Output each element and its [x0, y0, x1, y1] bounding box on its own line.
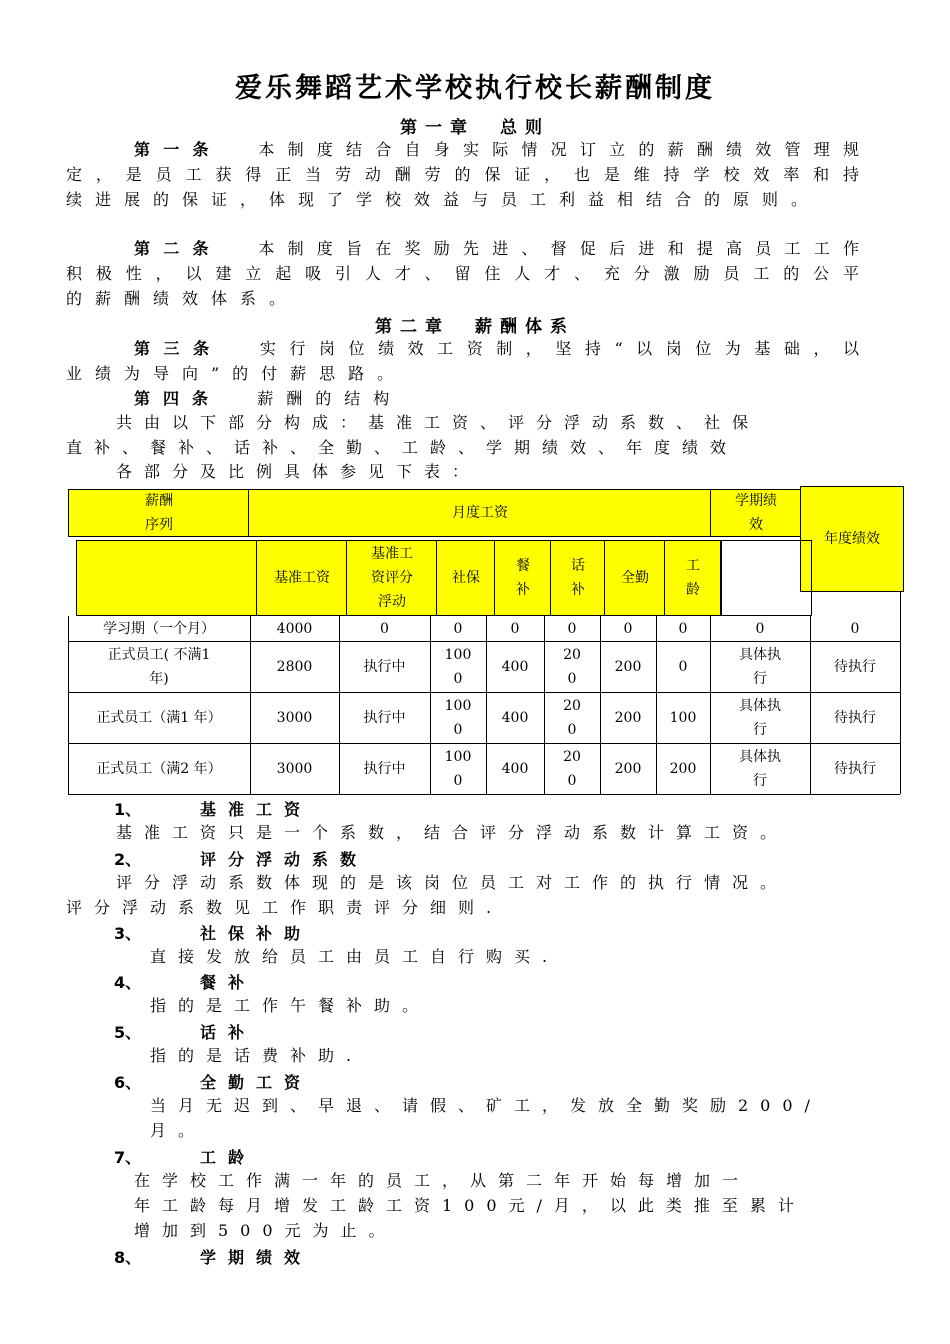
- header-term-performance: 学期绩 效: [710, 489, 802, 537]
- section-text-line: 评分浮动系数体现的是该岗位员工对工作的执行情况。: [116, 873, 789, 892]
- table-cell-series: 正式员工（满1 年）: [96, 709, 222, 726]
- table-cell-score-float: 执行中: [363, 760, 406, 777]
- section-title: 学期绩效: [200, 1248, 313, 1267]
- table-cell-social-insurance: 0: [453, 620, 463, 637]
- article-3: [66, 336, 872, 386]
- chapter-1-heading: 第一章 总则: [400, 118, 550, 138]
- table-cell-meal: 400: [501, 709, 529, 726]
- header-monthly-salary: 月度工资: [248, 489, 712, 537]
- table-cell-full-attendance: 200: [614, 658, 642, 675]
- header-base-salary: 基准工资: [256, 540, 348, 616]
- section-number: 4、: [114, 973, 142, 992]
- table-cell-base-salary: 2800: [276, 658, 313, 675]
- composition-line-2: 直补、餐补、话补、全勤、工龄、学期绩效、年度绩效: [66, 438, 739, 457]
- header-blank: [76, 540, 258, 616]
- article-4-label: 第四条: [134, 389, 222, 408]
- section-number: 3、: [114, 924, 142, 943]
- section-text-line: 年工龄每月增发工龄工资100元/月，以此类推至累计: [134, 1196, 806, 1215]
- table-cell-meal: 0: [510, 620, 520, 637]
- section-text-line: 当月无迟到、早退、请假、矿工，发放全勤奖励200/: [150, 1096, 822, 1115]
- section-title: 全勤工资: [200, 1073, 313, 1092]
- section-text-line: 增加到500元为止。: [134, 1221, 397, 1240]
- table-cell-social-insurance: 100 0: [444, 697, 472, 738]
- header-annual-performance: 年度绩效: [800, 486, 904, 592]
- table-cell-full-attendance: 0: [623, 620, 633, 637]
- table-cell-score-float: 执行中: [363, 658, 406, 675]
- table-cell-meal: 400: [501, 658, 529, 675]
- table-cell-seniority: 100: [669, 709, 697, 726]
- header-salary-series: 薪酬 序列: [68, 489, 250, 537]
- chapter-2-heading: 第二章 薪酬体系: [375, 317, 575, 337]
- section-number: 8、: [114, 1248, 142, 1267]
- header-seniority: 工 龄: [664, 540, 722, 616]
- table-cell-seniority: 200: [669, 760, 697, 777]
- section-title: 话补: [200, 1023, 257, 1042]
- table-cell-term-performance: 具体执 行: [739, 697, 781, 738]
- table-cell-social-insurance: 100 0: [444, 646, 472, 687]
- header-meal-subsidy: 餐 补: [494, 540, 552, 616]
- table-cell-annual-performance: 待执行: [834, 760, 876, 777]
- section-title: 基准工资: [200, 800, 313, 819]
- section-title: 社保补助: [200, 924, 313, 943]
- section-number: 2、: [114, 850, 142, 869]
- table-cell-phone: 20 0: [563, 748, 581, 789]
- article-1: [66, 137, 872, 212]
- article-1-label: 第一条: [134, 140, 222, 159]
- header-full-attendance: 全勤: [604, 540, 666, 616]
- table-cell-score-float: 执行中: [363, 709, 406, 726]
- section-number: 6、: [114, 1073, 142, 1092]
- section-text-line: 指的是工作午餐补助。: [150, 996, 431, 1015]
- document-title: 爱乐舞蹈艺术学校执行校长薪酬制度: [235, 73, 715, 104]
- section-number: 1、: [114, 800, 142, 819]
- section-text-line: 直接发放给员工由员工自行购买.: [150, 947, 560, 966]
- table-cell-base-salary: 3000: [276, 709, 313, 726]
- table-cell-meal: 400: [501, 760, 529, 777]
- article-1-text: 本制度结合自身实际情况订立的薪酬绩效管理规定，是员工获得正当劳动酬劳的保证，也是维持学校效率和持续进展的保证，体现了学校效益与员工利益相结合的原则。: [66, 140, 872, 209]
- table-cell-annual-performance: 待执行: [834, 658, 876, 675]
- table-cell-base-salary: 3000: [276, 760, 313, 777]
- table-cell-series: 正式员工（满2 年）: [96, 760, 222, 777]
- section-text-line: 在学校工作满一年的员工，从第二年开始每增加一: [134, 1171, 751, 1190]
- table-cell-seniority: 0: [678, 620, 688, 637]
- header-social-insurance: 社保: [436, 540, 496, 616]
- table-cell-social-insurance: 100 0: [444, 748, 472, 789]
- header-phone-subsidy: 话 补: [550, 540, 606, 616]
- composition-line-1: 共由以下部分构成：基准工资、评分浮动系数、社保: [116, 413, 761, 432]
- header-base-score-float: 基准工 资评分 浮动: [346, 540, 438, 616]
- article-3-text: 实行岗位绩效工资制，坚持“以岗位为基础，以业绩为导向”的付薪思路。: [66, 339, 872, 383]
- table-cell-series: 学习期（一个月）: [103, 620, 215, 637]
- header-blank-2: [720, 540, 812, 616]
- article-3-label: 第三条: [134, 339, 223, 358]
- section-title: 评分浮动系数: [200, 850, 369, 869]
- section-title: 工龄: [200, 1148, 257, 1167]
- article-2-label: 第二条: [134, 239, 222, 258]
- article-4: [66, 386, 872, 411]
- table-cell-term-performance: 0: [755, 620, 765, 637]
- table-cell-seniority: 0: [678, 658, 688, 675]
- section-text-line: 月。: [150, 1121, 207, 1140]
- article-2-text: 本制度旨在奖励先进、督促后进和提高员工工作积极性，以建立起吸引人才、留住人才、充分激励员工的公平的薪酬绩效体系。: [66, 239, 872, 308]
- section-text-line: 基准工资只是一个系数，结合评分浮动系数计算工资。: [116, 823, 789, 842]
- table-cell-base-salary: 4000: [276, 620, 313, 637]
- table-cell-annual-performance: 待执行: [834, 709, 876, 726]
- composition-line-3: 各部分及比例具体参见下表：: [116, 462, 481, 481]
- table-cell-term-performance: 具体执 行: [739, 646, 781, 687]
- section-title: 餐补: [200, 973, 257, 992]
- salary-table: [64, 486, 904, 794]
- section-number: 7、: [114, 1148, 142, 1167]
- table-cell-score-float: 0: [380, 620, 389, 637]
- table-cell-full-attendance: 200: [614, 709, 642, 726]
- section-text-line: 指的是话费补助.: [150, 1046, 364, 1065]
- article-2: [66, 236, 872, 311]
- table-cell-phone: 20 0: [563, 697, 581, 738]
- table-cell-phone: 20 0: [563, 646, 581, 687]
- table-cell-term-performance: 具体执 行: [739, 748, 781, 789]
- section-text-line: 评分浮动系数见工作职责评分细则.: [66, 898, 504, 917]
- section-number: 5、: [114, 1023, 142, 1042]
- table-cell-full-attendance: 200: [614, 760, 642, 777]
- table-cell-series: 正式员工( 不满1 年): [107, 646, 211, 687]
- table-cell-phone: 0: [567, 620, 577, 637]
- table-cell-annual-performance: 0: [850, 620, 860, 637]
- article-4-text: 薪酬的结构: [257, 389, 403, 408]
